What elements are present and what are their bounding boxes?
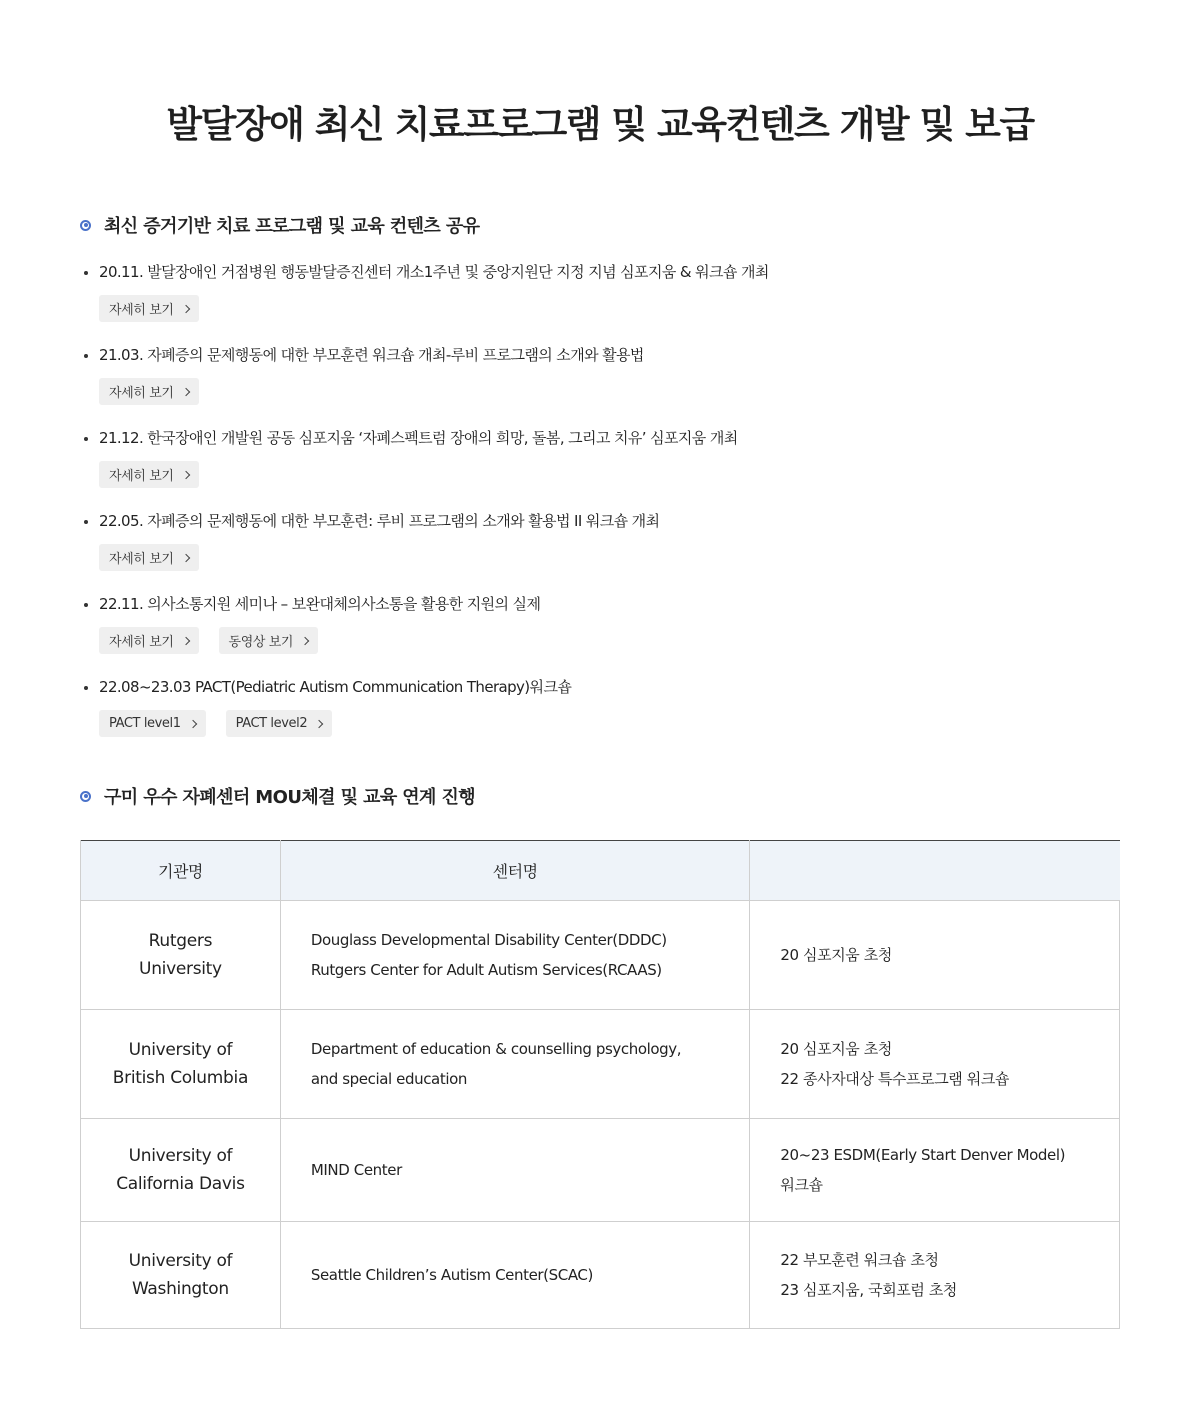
- column-header-institution: 기관명: [81, 841, 281, 901]
- table-row: [81, 1010, 1120, 1119]
- cell-line: 23 심포지움, 국회포럼 초청: [780, 1281, 958, 1299]
- center-cell: [280, 901, 750, 1010]
- link-label: 자세히 보기: [109, 303, 174, 318]
- table-row: [81, 1222, 1120, 1329]
- cell-line: 20~23 ESDM(Early Start Denver Model): [780, 1146, 1066, 1164]
- event-links: [99, 710, 352, 737]
- link-label: PACT level1: [109, 716, 181, 731]
- event-text: 22.11. 의사소통지원 세미나 – 보완대체의사소통을 활용한 지원의 실제: [99, 595, 541, 613]
- event-item: [80, 428, 1120, 511]
- section-heading-programs: [80, 212, 479, 238]
- chevron-right-icon: [181, 553, 189, 561]
- event-list: [80, 262, 1120, 760]
- detail-link-button[interactable]: [99, 627, 199, 654]
- event-links: [99, 295, 219, 322]
- cell-line: Rutgers: [148, 931, 213, 951]
- event-links: [99, 461, 219, 488]
- cell-line: Seattle Children’s Autism Center(SCAC): [310, 1266, 593, 1284]
- link-label: 자세히 보기: [109, 386, 174, 401]
- activity-cell: [750, 1222, 1120, 1329]
- cell-line: University of: [128, 1251, 233, 1271]
- dot-bullet-icon: [84, 520, 88, 524]
- link-label: 자세히 보기: [109, 469, 174, 484]
- cell-line: Washington: [131, 1279, 229, 1299]
- dot-bullet-icon: [84, 437, 88, 441]
- chevron-right-icon: [301, 636, 309, 644]
- detail-link-button[interactable]: [99, 544, 199, 571]
- link-label: 자세히 보기: [109, 552, 174, 567]
- event-item: [80, 594, 1120, 677]
- institution-cell: [81, 1119, 281, 1222]
- center-cell: [280, 1010, 750, 1119]
- cell-line: 22 종사자대상 특수프로그램 워크숍: [780, 1070, 1010, 1088]
- event-text: 22.05. 자폐증의 문제행동에 대한 부모훈련: 루비 프로그램의 소개와 활용법 II 워크숍 개최: [99, 512, 660, 530]
- activity-cell: [750, 1010, 1120, 1119]
- section-heading-text: 구미 우수 자폐센터 MOU체결 및 교육 연계 진행: [104, 787, 476, 808]
- cell-line: British Columbia: [112, 1068, 249, 1088]
- cell-line: Department of education & counselling psychology,: [310, 1040, 682, 1058]
- cell-line: 22 부모훈련 워크숍 초청: [780, 1251, 939, 1269]
- center-cell: [280, 1222, 750, 1329]
- activity-cell: [750, 1119, 1120, 1222]
- ring-bullet-icon: [80, 791, 91, 802]
- section-heading-mou: [80, 783, 475, 809]
- event-text: 22.08~23.03 PACT(Pediatric Autism Communication Therapy)워크숍: [99, 678, 572, 696]
- video-link-button[interactable]: [219, 627, 319, 654]
- event-text: 21.03. 자폐증의 문제행동에 대한 부모훈련 워크숍 개최-루비 프로그램의 소개와 활용법: [99, 346, 644, 364]
- activity-cell: [750, 901, 1120, 1010]
- table-header-row: [81, 841, 1120, 901]
- chevron-right-icon: [181, 470, 189, 478]
- event-text: 21.12. 한국장애인 개발원 공동 심포지움 ‘자폐스펙트럼 장애의 희망, 돌봄, 그리고 치유’ 심포지움 개최: [99, 429, 738, 447]
- cell-line: University of: [128, 1146, 233, 1166]
- detail-link-button[interactable]: [99, 295, 199, 322]
- dot-bullet-icon: [84, 686, 88, 690]
- detail-link-button[interactable]: [99, 378, 199, 405]
- dot-bullet-icon: [84, 603, 88, 607]
- cell-line: 워크숍: [780, 1176, 823, 1194]
- column-header-center: 센터명: [280, 841, 750, 901]
- institution-cell: [81, 1222, 281, 1329]
- cell-line: Douglass Developmental Disability Center(DDDC): [310, 931, 667, 949]
- event-item: [80, 677, 1120, 760]
- chevron-right-icon: [181, 387, 189, 395]
- cell-line: University of: [128, 1040, 233, 1060]
- dot-bullet-icon: [84, 354, 88, 358]
- event-links: [99, 378, 219, 405]
- cell-line: Rutgers Center for Adult Autism Services(RCAAS): [310, 961, 662, 979]
- event-text: 20.11. 발달장애인 거점병원 행동발달증진센터 개소1주년 및 중앙지원단 지정 지념 심포지움 & 워크숍 개최: [99, 263, 769, 281]
- link-label: PACT level2: [235, 716, 308, 731]
- chevron-right-icon: [181, 304, 189, 312]
- column-header-activity: [750, 841, 1120, 901]
- cell-line: MIND Center: [310, 1161, 402, 1179]
- chevron-right-icon: [315, 719, 323, 727]
- event-links: [99, 544, 219, 571]
- ring-bullet-icon: [80, 220, 91, 231]
- cell-line: 20 심포지움 초청: [780, 1040, 892, 1058]
- detail-link-button[interactable]: [99, 461, 199, 488]
- cell-line: and special education: [310, 1070, 467, 1088]
- event-links: [99, 627, 338, 654]
- page-title: 발달장애 최신 치료프로그램 및 교육컨텐츠 개발 및 보급: [166, 103, 1034, 146]
- link-label: 자세히 보기: [109, 635, 174, 650]
- center-cell: [280, 1119, 750, 1222]
- cell-line: 20 심포지움 초청: [780, 946, 892, 964]
- table-row: [81, 1119, 1120, 1222]
- pact-level2-link-button[interactable]: [226, 710, 333, 737]
- institution-cell: [81, 1010, 281, 1119]
- dot-bullet-icon: [84, 271, 88, 275]
- cell-line: University: [139, 959, 222, 979]
- chevron-right-icon: [188, 719, 196, 727]
- mou-table: [80, 840, 1120, 1329]
- table-row: [81, 901, 1120, 1010]
- institution-cell: [81, 901, 281, 1010]
- chevron-right-icon: [181, 636, 189, 644]
- event-item: [80, 345, 1120, 428]
- pact-level1-link-button[interactable]: [99, 710, 206, 737]
- cell-line: California Davis: [116, 1174, 245, 1194]
- event-item: [80, 262, 1120, 345]
- section-heading-text: 최신 증거기반 치료 프로그램 및 교육 컨텐츠 공유: [104, 216, 480, 237]
- link-label: 동영상 보기: [228, 635, 294, 650]
- event-item: [80, 511, 1120, 594]
